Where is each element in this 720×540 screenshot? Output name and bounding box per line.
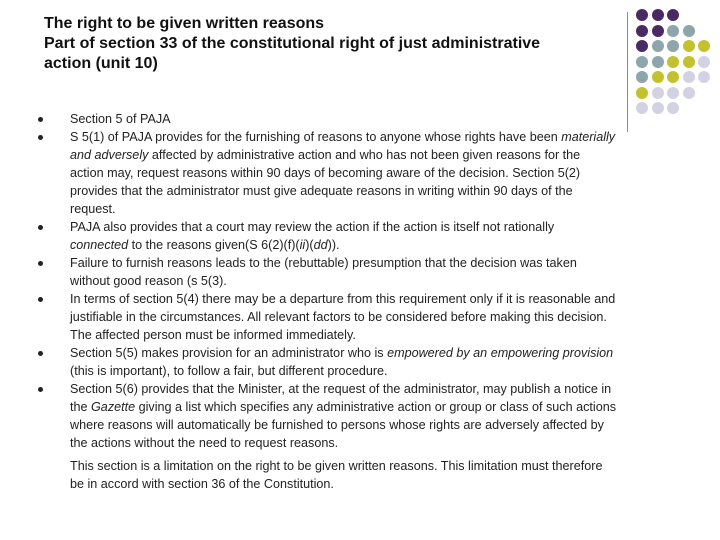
text-run: (this is important), to follow a fair, but different procedure.	[70, 364, 388, 378]
decorative-dot	[667, 9, 679, 21]
decorative-dot	[698, 40, 710, 52]
bullet-line	[70, 362, 682, 380]
text-run: The affected person must be informed immediately.	[70, 328, 356, 342]
text-run: )).	[327, 238, 340, 252]
text-run: justifiable in the circumstances. All relevant factors to be considered before making this decision.	[70, 310, 607, 324]
closing-line: be in accord with section 36 of the Constitution.	[70, 477, 334, 491]
text-run: giving a list which specifies any administrative action or group or class of such actions	[135, 400, 617, 414]
bullet-line	[70, 218, 682, 236]
bullet-list	[70, 110, 682, 452]
decorative-dot	[683, 40, 695, 52]
decorative-dot	[683, 87, 695, 99]
text-run: Section 5(5) makes provision for an administrator who is	[70, 346, 388, 360]
closing-line: This section is a limitation on the right to be given written reasons. This limitation must therefore	[70, 459, 603, 473]
title-line: The right to be given written reasons	[44, 15, 325, 32]
decorative-dot	[683, 25, 695, 37]
bullet-line	[70, 308, 682, 326]
text-run: Failure to furnish reasons leads to the (rebuttable) presumption that the decision was taken	[70, 256, 577, 270]
title-line: Part of section 33 of the constitutional right of just administrative	[44, 35, 541, 52]
decorative-dot	[667, 40, 679, 52]
text-run: PAJA also provides that a court may review the action if the action is itself not rationally	[70, 220, 555, 234]
decorative-dot	[636, 87, 648, 99]
decorative-dot	[683, 71, 695, 83]
bullet-line	[70, 236, 682, 254]
decorative-dot	[652, 40, 664, 52]
decorative-dot	[652, 9, 664, 21]
bullet-line	[70, 398, 682, 416]
decorative-dot	[667, 56, 679, 68]
text-run: the	[70, 400, 92, 414]
text-run: request.	[70, 202, 116, 216]
bullet-item	[70, 218, 682, 254]
decorative-dot	[698, 71, 710, 83]
decorative-dot	[698, 56, 710, 68]
bullet-line	[70, 110, 682, 128]
bullet-line	[70, 164, 682, 182]
bullet-line	[70, 344, 682, 362]
text-run: action may, request reasons within 90 days of becoming aware of the decision. Section 5(2)	[70, 166, 581, 180]
decorative-dot	[636, 56, 648, 68]
bullet-item	[70, 344, 682, 380]
text-run: the actions without the need to request reasons.	[70, 436, 339, 450]
decorative-dot	[652, 56, 664, 68]
italic-text-run: connected	[70, 238, 129, 252]
bullet-item	[70, 128, 682, 218]
closing-paragraph	[70, 457, 682, 493]
text-run: provides that the administrator must give adequate reasons in writing within 90 days of the	[70, 184, 573, 198]
bullet-line	[70, 146, 682, 164]
bullet-line	[70, 326, 682, 344]
decorative-dot	[652, 71, 664, 83]
decorative-dot-grid	[636, 9, 720, 119]
bullet-line	[70, 434, 682, 452]
bullet-line	[70, 182, 682, 200]
title-line: action (unit 10)	[44, 55, 158, 72]
slide-title	[44, 14, 624, 74]
italic-text-run: empowered by an empowering provision	[387, 346, 614, 360]
decorative-dot	[667, 87, 679, 99]
decorative-dot	[636, 71, 648, 83]
bullet-item	[70, 110, 682, 128]
text-run: to the reasons given(S 6(2)(f)(	[128, 238, 300, 252]
decorative-dot	[636, 25, 648, 37]
text-run: Section 5(6) provides that the Minister, at the request of the administrator, may publish a notice in	[70, 382, 612, 396]
bullet-line	[70, 290, 682, 308]
text-run: without good reason (s 5(3).	[70, 274, 227, 288]
decorative-dot	[636, 9, 648, 21]
decorative-dot	[667, 71, 679, 83]
bullet-item	[70, 380, 682, 452]
decorative-dot	[667, 25, 679, 37]
decorative-dot	[683, 56, 695, 68]
bullet-line	[70, 272, 682, 290]
text-run: affected by administrative action and who has not been given reasons for the	[148, 148, 581, 162]
bullet-line	[70, 128, 682, 146]
text-run: S 5(1) of PAJA provides for the furnishing of reasons to anyone whose rights have been	[70, 130, 562, 144]
italic-text-run: materially	[561, 130, 616, 144]
decorative-dot	[652, 87, 664, 99]
decorative-dot	[636, 40, 648, 52]
bullet-item	[70, 290, 682, 344]
text-run: Section 5 of PAJA	[70, 112, 171, 126]
italic-text-run: ii	[299, 238, 306, 252]
bullet-item	[70, 254, 682, 290]
slide-body	[70, 110, 682, 493]
bullet-line	[70, 380, 682, 398]
bullet-line	[70, 416, 682, 434]
text-run: )(	[305, 238, 314, 252]
italic-text-run: and adversely	[70, 148, 149, 162]
decorative-dot	[652, 25, 664, 37]
bullet-line	[70, 200, 682, 218]
italic-text-run: Gazette	[91, 400, 136, 414]
text-run: In terms of section 5(4) there may be a departure from this requirement only if it is reasonable and	[70, 292, 616, 306]
bullet-line	[70, 254, 682, 272]
italic-text-run: dd	[313, 238, 328, 252]
text-run: where reasons will automatically be furnished to persons whose rights are adversely affected by	[70, 418, 604, 432]
